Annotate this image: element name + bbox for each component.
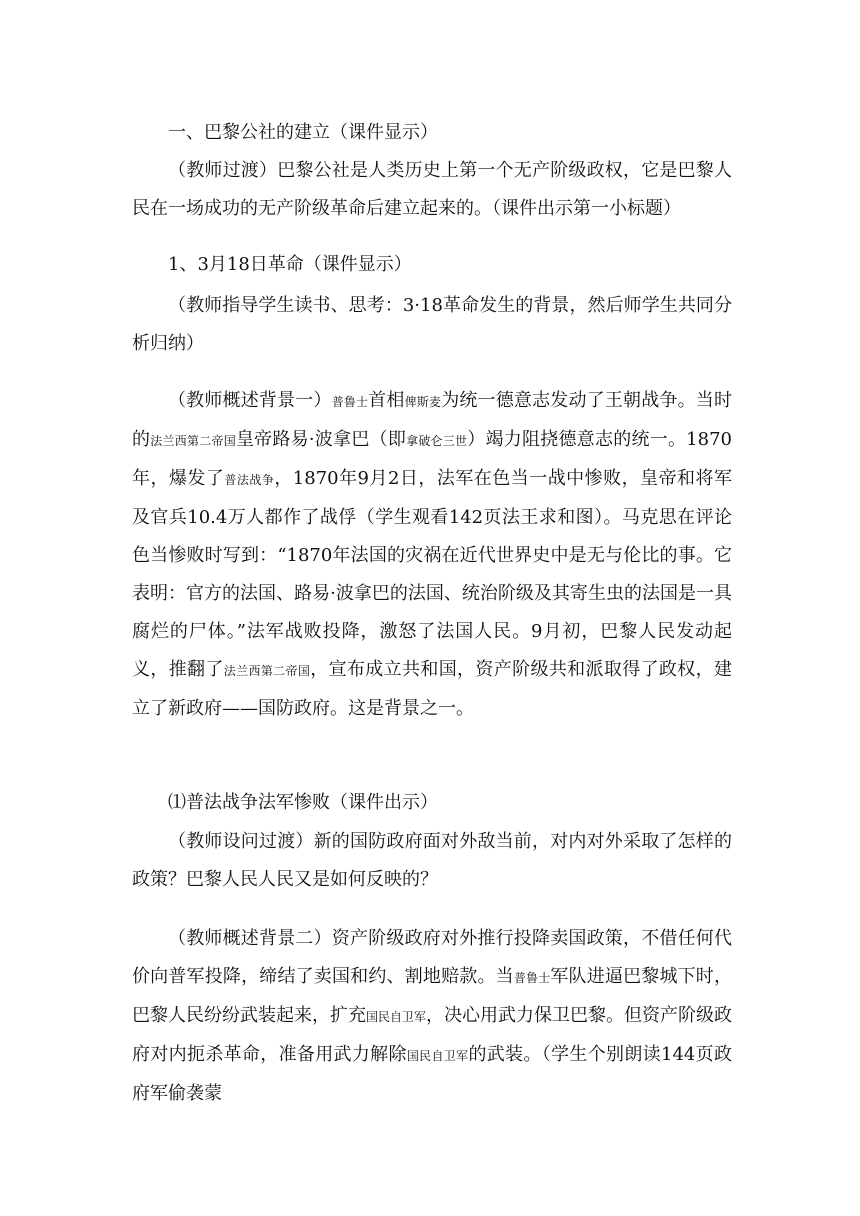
text-run: （教师概述背景一） — [168, 390, 332, 411]
link-national-guard[interactable]: 国民自卫军 — [366, 1010, 427, 1024]
link-second-french-empire[interactable]: 法兰西第二帝国 — [150, 434, 236, 448]
text-run: ，宣布成立共和国，资产阶级共和派取得了政权，建立了新政府——国防政府。这是背景之一。 — [132, 659, 732, 719]
link-prussia[interactable]: 普鲁士 — [513, 971, 551, 985]
subsection-heading: 1、3月18日革命（课件显示） — [168, 254, 412, 275]
paragraph-teacher-question: （教师设问过渡）新的国防政府面对外敌当前，对内对外采取了怎样的政策？巴黎人民人民又是如何反映的？ — [132, 831, 732, 890]
section-heading: 一、巴黎公社的建立（课件显示） — [168, 122, 438, 143]
text-run: 皇帝路易·波拿巴（即 — [235, 429, 407, 450]
link-bismarck[interactable]: 俾斯麦 — [404, 395, 442, 409]
text-run: 的武装。（学生个别朗读144页政府军偷袭蒙 — [132, 1044, 732, 1104]
text-run: 军队进逼巴黎城下时，巴黎人民纷纷武装起来，扩充 — [132, 966, 732, 1026]
link-prussia[interactable]: 普鲁士 — [331, 395, 369, 409]
text-run: ，决心用武力保卫巴黎。但资产阶级政府对内扼杀革命，准备用武力解除 — [132, 1005, 733, 1065]
paragraph-background-one — [132, 382, 732, 728]
text-run: 首相 — [368, 390, 405, 411]
paragraph-background-two — [132, 920, 732, 1113]
paragraph-teacher-transition: （教师过渡）巴黎公社是人类历史上第一个无产阶级政权，它是巴黎人民在一场成功的无产阶级革命后建立起来的。（课件出示第一小标题） — [132, 160, 732, 219]
text-run: 为统一德意志发动了王朝战争。当时的 — [132, 390, 732, 450]
link-franco-prussian-war[interactable]: 普法战争 — [224, 473, 275, 487]
link-second-french-empire[interactable]: 法兰西第二帝国 — [223, 664, 311, 678]
subheading-war-defeat: ⑴普法战争法军惨败（课件出示） — [168, 792, 438, 813]
text-run: （教师概述背景二）资产阶级政府对外推行投降卖国政策，不借任何代价向普军投降，缔结了卖国和约、割地赔款。当 — [132, 928, 732, 987]
text-run: ）竭力阻挠德意志的统一。1870年，爆发了 — [132, 429, 732, 489]
text-run: ，1870年9月2日，法军在色当一战中惨败，皇帝和将军及官兵10.4万人都作了战俘（学生观看142页法王求和图）。马克思在评论色当惨败时写到：“1870年法国的灾祸在近代世界史中是无与伦比的事。它表明：官方的法国、路易·波拿巴的法国、统治阶级及其寄生虫的法国是一具腐烂的尸体。”法军战败投降，激怒了法国人民。9月初，巴黎人民发动起义，推翻了 — [132, 468, 732, 680]
link-napoleon-iii[interactable]: 拿破仑三世 — [406, 434, 468, 448]
link-national-guard[interactable]: 国民自卫军 — [406, 1049, 469, 1063]
paragraph-teacher-guidance: （教师指导学生读书、思考：3·18革命发生的背景，然后师学生共同分析归纳） — [132, 295, 732, 354]
